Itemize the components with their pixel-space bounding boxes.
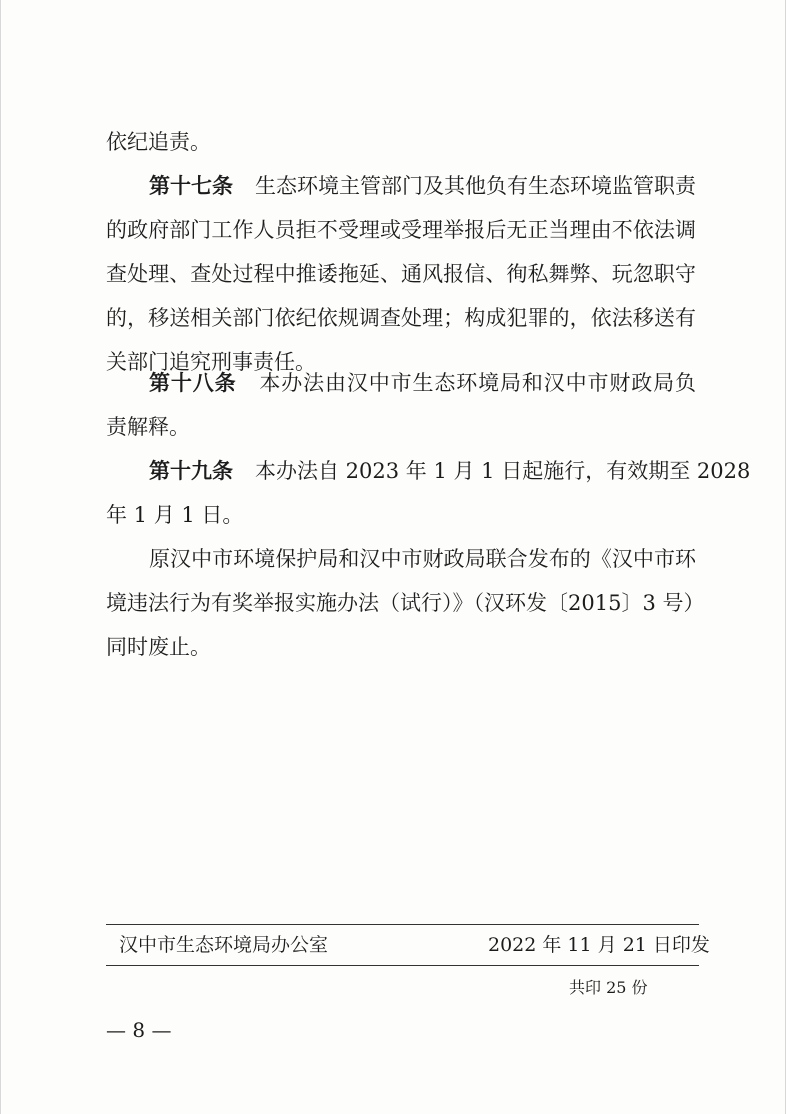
article-17-text: 生态环境主管部门及其他负有生态环境监管职责	[255, 174, 696, 198]
article-18-heading: 第十八条	[149, 371, 237, 395]
article-19-line-1	[149, 449, 751, 493]
article-18-line-2: 责解释。	[106, 415, 190, 439]
footer-bottom-rule	[106, 965, 699, 966]
repeal-line-3: 同时废止。	[106, 635, 211, 659]
article-19-text: 本办法自 2023 年 1 月 1 日起施行，有效期至 2028	[255, 459, 751, 483]
footer-print-date: 2022 年 11 月 21 日印发	[488, 934, 710, 956]
article-17-line-2: 的政府部门工作人员拒不受理或受理举报后无正当理由不依法调	[106, 218, 696, 242]
article-17-heading: 第十七条	[149, 174, 233, 198]
article-18-line-1	[149, 361, 696, 405]
article-19-heading: 第十九条	[149, 459, 233, 483]
footer-copies: 共印 25 份	[569, 978, 648, 997]
article-19-line-2: 年 1 月 1 日。	[106, 503, 244, 527]
footer-issuer: 汉中市生态环境局办公室	[119, 934, 329, 956]
article-18-text: 本办法由汉中市生态环境局和汉中市财政局负	[258, 371, 696, 395]
article-17-line-5: 关部门追究刑事责任。	[106, 350, 316, 374]
footer-top-rule	[106, 924, 699, 925]
article-16-tail: 依纪追责。	[106, 130, 211, 154]
article-17-line-1	[149, 164, 696, 208]
page-number: — 8 —	[106, 1018, 172, 1042]
article-17-line-3: 查处理、查处过程中推诿拖延、通风报信、徇私舞弊、玩忽职守	[106, 262, 696, 286]
article-17-line-4: 的，移送相关部门依纪依规调查处理；构成犯罪的，依法移送有	[106, 306, 696, 330]
repeal-line-2: 境违法行为有奖举报实施办法（试行）》（汉环发〔2015〕3 号）	[106, 591, 705, 615]
repeal-line-1: 原汉中市环境保护局和汉中市财政局联合发布的《汉中市环	[149, 547, 696, 571]
